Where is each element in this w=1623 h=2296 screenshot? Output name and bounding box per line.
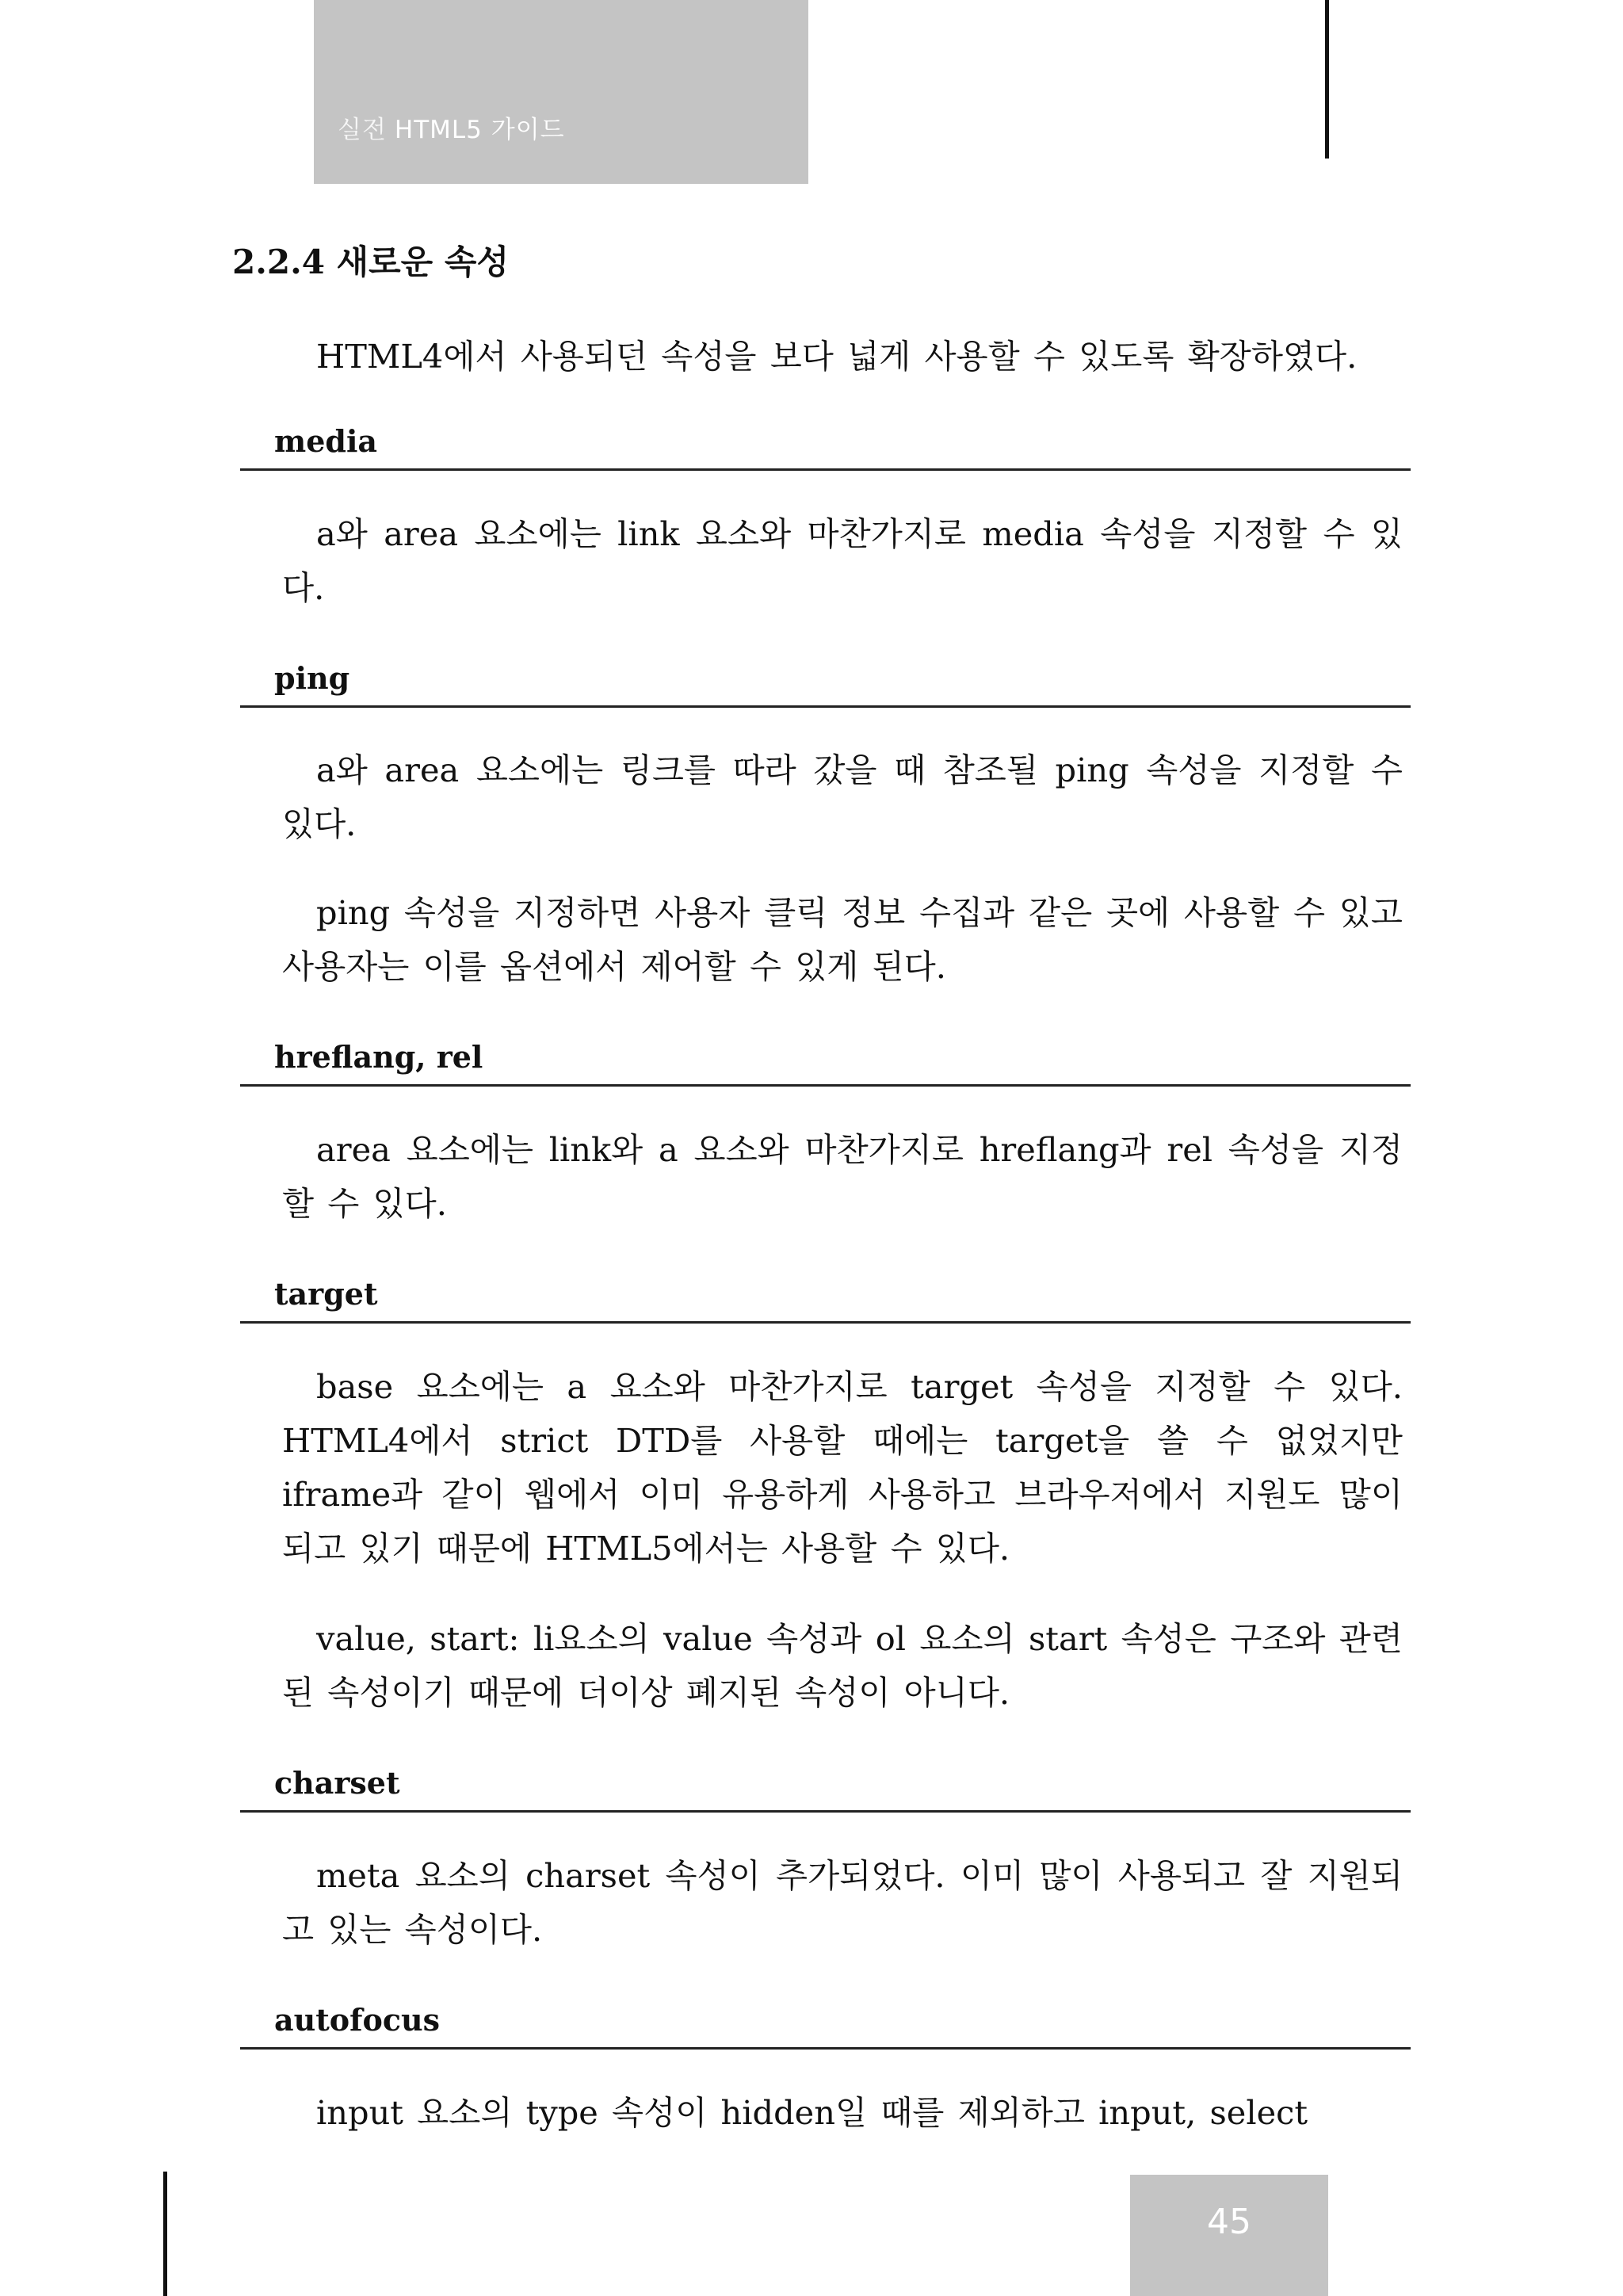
ping-description: a와 area 요소에는 링크를 따라 갔을 때 참조될 ping 속성을 지정할 수 있다. <box>282 751 1403 843</box>
term-target: target <box>274 1276 378 1312</box>
target-description: base 요소에는 a 요소와 마찬가지로 target 속성을 지정할 수 있다. HTML4에서 strict DTD를 사용할 때에는 target을 쓸 수 없었지만 iframe과 같이 웹에서 이미 유용하게 사용하고 브라우저에서 지원도 많이 되고 있기 때문에 HTML5에서는 사용할 수 있다. <box>282 1367 1403 1568</box>
running-header-tab <box>314 0 808 184</box>
term-underline <box>240 1810 1411 1813</box>
charset-description: meta 요소의 charset 속성이 추가되었다. 이미 많이 사용되고 잘 지원되고 있는 속성이다. <box>282 1856 1403 1949</box>
section-intro: HTML4에서 사용되던 속성을 보다 넓게 사용할 수 있도록 확장하였다. <box>316 337 1358 376</box>
term-ping: ping <box>274 660 350 696</box>
bottom-left-margin-line <box>163 2172 167 2296</box>
term-underline <box>240 705 1411 708</box>
running-header-subtitle: 실전 <box>338 116 387 144</box>
running-header-title <box>338 109 565 145</box>
term-underline <box>240 2047 1411 2050</box>
term-hreflang-rel: hreflang, rel <box>274 1039 483 1075</box>
term-underline <box>240 1084 1411 1087</box>
hreflang-rel-description: area 요소에는 link와 a 요소와 마찬가지로 hreflang과 rel 속성을 지정할 수 있다. <box>282 1130 1403 1223</box>
top-right-margin-line <box>1325 0 1329 159</box>
autofocus-description: input 요소의 type 속성이 hidden일 때를 제외하고 input, select <box>316 2093 1308 2132</box>
section-heading: 2.2.4 새로운 속성 <box>232 243 510 281</box>
value-start-note: value, start: li요소의 value 속성과 ol 요소의 start 속성은 구조와 관련된 속성이기 때문에 더이상 폐지된 속성이 아니다. <box>282 1619 1403 1712</box>
term-autofocus: autofocus <box>274 2002 440 2038</box>
media-description: a와 area 요소에는 link 요소와 마찬가지로 media 속성을 지정할 수 있다. <box>282 514 1403 607</box>
ping-detail: ping 속성을 지정하면 사용자 클릭 정보 수집과 같은 곳에 사용할 수 있고 사용자는 이를 옵션에서 제어할 수 있게 된다. <box>282 893 1403 986</box>
term-underline <box>240 468 1411 471</box>
page-number-tab <box>1130 2175 1328 2296</box>
term-charset: charset <box>274 1765 400 1801</box>
term-underline <box>240 1321 1411 1324</box>
running-header-book-title: HTML5 가이드 <box>394 116 565 144</box>
page-number: 45 <box>1207 2202 1251 2242</box>
term-media: media <box>274 423 378 459</box>
